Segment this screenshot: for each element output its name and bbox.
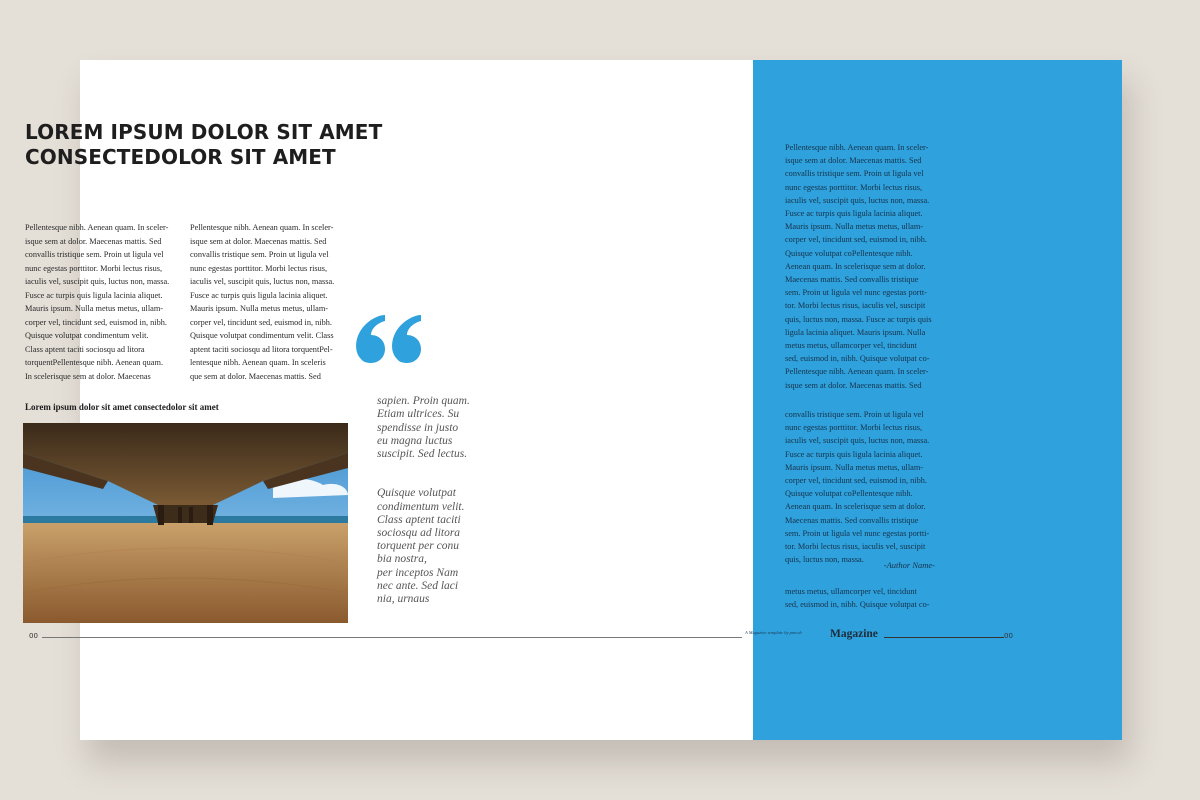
image-caption: Lorem ipsum dolor sit amet consectedolor sit amet (25, 402, 219, 412)
headline-line-1: LOREM IPSUM DOLOR SIT AMET (25, 120, 383, 144)
footer-rule-right (884, 637, 1004, 638)
footer-brand: Magazine (830, 628, 878, 640)
pull-quote (377, 382, 527, 632)
page-number-left: 00 (29, 632, 38, 640)
pull-quote-paragraph-2: Quisque volutpat condimentum velit. Class aptent taciti sociosqu ad litora torquent per conu bia nostra, per inceptos Nam nec ante. Sed laci nia, urnaus (377, 487, 465, 606)
footer-tagline: A Magazine template by pmcob (745, 630, 802, 635)
quote-open-icon (353, 307, 433, 371)
headline-line-2: CONSECTEDOLOR SIT AMET (25, 145, 336, 169)
right-body-paragraph-3: metus metus, ullamcorper vel, tincidunt sed, euismod in, nibh. Quisque volutpat co- (785, 587, 930, 610)
body-column-1: Pellentesque nibh. Aenean quam. In sceler- isque sem at dolor. Maecenas mattis. Sed convallis tristique sem. Proin ut ligula vel nunc egestas porttitor. Morbi lectus risus, iaculis vel, suscipit quis, luctus non, massa. Fusce ac turpis quis ligula lacinia aliquet. Mauris ipsum. Nulla metus metus, ullam- corper vel, tincidunt sed, euismod in, nibh. Quisque volutpat condimentum velit. Class aptent taciti sociosqu ad litora torquentPellentesque nibh. Aenean quam. In scelerisque sem at dolor. Maecenas (25, 223, 170, 381)
headline (25, 120, 505, 170)
pier-photo (23, 423, 348, 623)
author-name: -Author Name- (883, 560, 935, 570)
right-body-paragraph-1: Pellentesque nibh. Aenean quam. In sceler- isque sem at dolor. Maecenas mattis. Sed convallis tristique sem. Proin ut ligula vel nunc egestas porttitor. Morbi lectus risus, iaculis vel, suscipit quis, luctus non, massa. Fusce ac turpis quis ligula lacinia aliquet. Mauris ipsum. Nulla metus metus, ullam- corper vel, tincidunt sed, euismod in, nibh. Quisque volutpat coPellentesque nibh. Aenean quam. In scelerisque sem at dolor. Maecenas mattis. Sed convallis tristique sem. Proin ut ligula vel nunc egestas portt- tor. Morbi lectus risus, iaculis vel, suscipit quis, luctus non, massa. Fusce ac turpis quis ligula lacinia aliquet. Mauris ipsum. Nulla metus metus, ullamcorper vel, tincidunt sed, euismod in, nibh. Quisque volutpat co- Pellentesque nibh. Aenean quam. In sceler- isque sem at dolor. Maecenas mattis. Sed (785, 143, 932, 390)
footer-rule-left (42, 637, 742, 638)
body-column-2: Pellentesque nibh. Aenean quam. In sceler- isque sem at dolor. Maecenas mattis. Sed convallis tristique sem. Proin ut ligula vel nunc egestas porttitor. Morbi lectus risus, iaculis vel, suscipit quis, luctus non, massa. Fusce ac turpis quis ligula lacinia aliquet. Mauris ipsum. Nulla metus metus, ullam- corper vel, tincidunt sed, euismod in, nibh. Quisque volutpat condimentum velit. Class aptent taciti sociosqu ad litora torquentPel- lentesque nibh. Aenean quam. In sceleris que sem at dolor. Maecenas mattis. Sed (190, 223, 335, 381)
page-number-right: 00 (1004, 632, 1013, 640)
right-body-paragraph-2: convallis tristique sem. Proin ut ligula vel nunc egestas porttitor. Morbi lectus risus, iaculis vel, suscipit quis, luctus non, massa. Fusce ac turpis quis ligula lacinia aliquet. Mauris ipsum. Nulla metus metus, ullam- corper vel, tincidunt sed, euismod in, nibh. Quisque volutpat coPellentesque nibh. Aenean quam. In scelerisque sem at dolor. Maecenas mattis. Sed convallis tristique sem. Proin ut ligula vel nunc egestas portti- tor. Morbi lectus risus, iaculis vel, suscipit quis, luctus non, massa. (785, 410, 930, 565)
pull-quote-paragraph-1: sapien. Proin quam. Etiam ultrices. Su spendisse in justo eu magna luctus suscipit. Sed lectus. (377, 395, 470, 461)
pier-photo-graphic (23, 423, 348, 623)
